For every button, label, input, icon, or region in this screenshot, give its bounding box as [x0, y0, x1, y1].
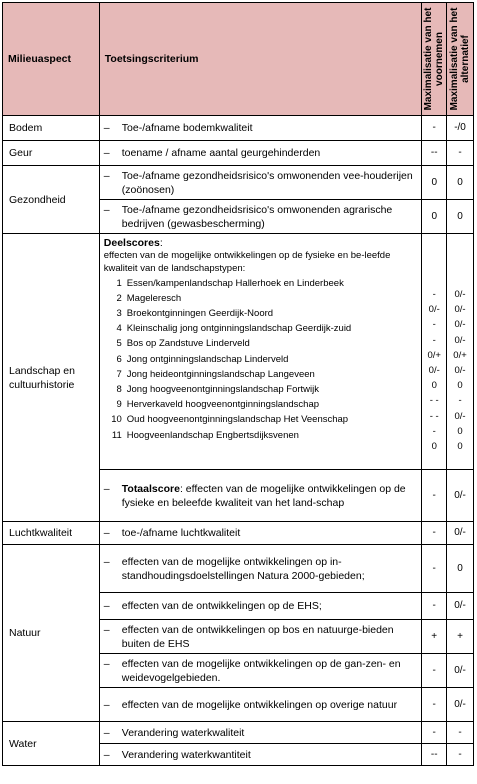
landschap-list [104, 276, 418, 443]
deelscores-label: Deelscores [103, 237, 160, 249]
landschap-item-number: 1 [116, 277, 122, 289]
totaal-label: Totaalscore [121, 482, 180, 495]
header-toetsingscriterium: Toetsingscriterium [99, 3, 422, 116]
landschap-item [104, 276, 418, 291]
dash: – [103, 726, 110, 739]
landschap-deelscores [99, 234, 422, 470]
value-alternatief: 0/- [447, 593, 474, 620]
value-alternatief: - [447, 141, 474, 166]
landschap-item-label: Mageleresch [126, 292, 182, 304]
totaal-text: : effecten van de mogelijke ontwikkelingen op de fysieke en beleefde kwaliteit van het land-schap [121, 482, 406, 509]
landschap-item-value-alternatief: 0 [457, 425, 463, 437]
aspect-geur: Geur [3, 141, 100, 166]
dash: – [103, 748, 110, 761]
aspect-gezondheid: Gezondheid [3, 166, 100, 234]
row-geur [3, 141, 474, 166]
value-alternatief: 0 [447, 200, 474, 234]
crit-water-1-text: Verandering waterkwaliteit [121, 726, 245, 739]
landschap-item-label: Jong ontginningslandschap Linderveld [126, 353, 289, 365]
crit-gezondheid-2-text: Toe-/afname gezondheidsrisico's omwonenden agrarische bedrijven (gewasbescherming) [121, 203, 393, 230]
landschap-item-label: Bos op Zandstuve Linderveld [126, 338, 250, 350]
header-row [3, 3, 474, 116]
landschap-item-value-alternatief: 0/- [454, 334, 466, 346]
value-voornemen: - [422, 116, 447, 141]
value-alternatief: 0/- [447, 654, 474, 688]
landschap-item-value-voornemen: - [432, 334, 436, 346]
landschap-item-number: 11 [111, 429, 122, 441]
landschap-item-label: Kleinschalig jong ontginningslandschap Geerdijk-zuid [126, 323, 352, 335]
landschap-item-value-alternatief: - [458, 395, 462, 407]
crit-natuur-2 [99, 593, 422, 620]
header-alternatief-text: Maximalisatie van het alternatief [449, 7, 472, 111]
landschap-item-number: 3 [116, 308, 122, 319]
deelscores-colon: : [159, 237, 163, 249]
landschap-values-alternatief [447, 234, 474, 470]
value-voornemen: + [422, 620, 447, 654]
crit-water-1 [99, 722, 422, 744]
value-voornemen: -- [422, 744, 447, 766]
landschap-item-value-voornemen: 0 [431, 380, 437, 392]
value-voornemen: - [422, 593, 447, 620]
header-voornemen [422, 3, 447, 116]
value-voornemen: - [422, 522, 447, 545]
aspect-natuur: Natuur [3, 545, 100, 722]
landschap-totaal [99, 470, 422, 522]
crit-bodem [99, 116, 422, 141]
landschap-item-value-voornemen: - - [429, 395, 439, 407]
landschap-item-value-alternatief: 0/- [454, 319, 466, 331]
header-alternatief [447, 3, 474, 116]
landschap-item [104, 412, 418, 427]
crit-gezondheid-1 [99, 166, 422, 200]
value-alternatief: 0/- [447, 522, 474, 545]
crit-bodem-text: Toe-/afname bodemkwaliteit [121, 122, 253, 134]
crit-natuur-5 [99, 688, 422, 722]
row-natuur-1 [3, 545, 474, 593]
crit-natuur-1-text: effecten van de mogelijke ontwikkelingen op in-standhoudingsdoelstellingen Natura 2000-gebieden; [121, 555, 365, 582]
crit-natuur-3 [99, 620, 422, 654]
landschap-item [104, 352, 418, 367]
header-voornemen-text: Maximalisatie van het voornemen [423, 7, 446, 111]
aspect-lucht: Luchtkwaliteit [3, 522, 100, 545]
dash: – [103, 122, 110, 134]
value-voornemen: - [422, 545, 447, 593]
landschap-values-voornemen [422, 234, 447, 470]
landschap-item-label: Oud hoogveenontginningslandschap Het Veenschap [126, 414, 349, 426]
aspect-landschap: Landschap en cultuurhistorie [3, 234, 100, 522]
crit-natuur-3-text: effecten van de ontwikkelingen op bos en natuurge-bieden buiten de EHS [121, 623, 394, 650]
crit-gezondheid-2 [99, 200, 422, 234]
landschap-item-number: 10 [111, 414, 122, 426]
dash: – [103, 555, 110, 568]
aspect-water: Water [3, 722, 100, 766]
crit-lucht [99, 522, 422, 545]
landschap-item-number: 8 [116, 384, 122, 396]
value-voornemen: 0 [422, 200, 447, 234]
value-alternatief: 0/- [447, 470, 474, 522]
row-bodem [3, 116, 474, 141]
landschap-item-value-alternatief: 0/+ [453, 349, 467, 361]
value-alternatief: - [447, 722, 474, 744]
landschap-item [104, 291, 418, 306]
crit-natuur-4 [99, 654, 422, 688]
crit-geur-text: toename / afname aantal geurgehinderden [121, 147, 321, 159]
crit-natuur-5-text: effecten van de mogelijke ontwikkelingen op overige natuur [121, 698, 398, 711]
header-milieuaspect: Milieuaspect [3, 3, 100, 116]
value-voornemen: - [422, 688, 447, 722]
dash: – [103, 169, 110, 182]
landschap-item-value-voornemen: - [432, 319, 436, 331]
crit-water-2 [99, 744, 422, 766]
crit-natuur-2-text: effecten van de ontwikkelingen op de EHS; [121, 600, 322, 612]
landschap-item-value-voornemen: 0/- [428, 304, 440, 316]
landschap-item [104, 367, 418, 382]
value-alternatief: + [447, 620, 474, 654]
value-alternatief: 0 [447, 545, 474, 593]
crit-lucht-text: toe-/afname luchtkwaliteit [121, 527, 241, 539]
landschap-item [104, 336, 418, 351]
landschap-item-number: 4 [116, 323, 122, 335]
landschap-item-number: 9 [116, 399, 122, 411]
row-lucht [3, 522, 474, 545]
assessment-table [2, 2, 474, 766]
value-alternatief: -/0 [447, 116, 474, 141]
landschap-item-label: Jong heideontginningslandschap Langeveen [126, 368, 315, 380]
landschap-item-label: Herverkaveld hoogveenontginningslandschap [126, 399, 320, 411]
landschap-item-value-voornemen: - [432, 425, 436, 437]
value-alternatief: 0/- [447, 688, 474, 722]
landschap-item [104, 382, 418, 397]
dash: – [103, 657, 110, 670]
crit-gezondheid-1-text: Toe-/afname gezondheidsrisico's omwonenden vee-houderijen (zoönosen) [121, 169, 413, 196]
crit-water-2-text: Verandering waterkwantiteit [121, 748, 251, 761]
landschap-item-value-alternatief: 0/- [454, 365, 466, 377]
deelscores-intro: effecten van de mogelijke ontwikkelingen op de fysieke en be-leefde kwaliteit van de landschapstypen: [103, 250, 391, 274]
dash: – [103, 147, 110, 159]
landschap-item-number: 5 [116, 338, 122, 350]
landschap-item-value-alternatief: 0 [457, 380, 463, 392]
landschap-item-value-voornemen: - [432, 289, 436, 300]
landschap-item-value-alternatief: 0/- [454, 289, 466, 300]
row-gezondheid-1 [3, 166, 474, 200]
landschap-item-number: 6 [116, 353, 122, 365]
value-alternatief: - [447, 744, 474, 766]
landschap-item-value-voornemen: - - [429, 410, 439, 422]
landschap-item-label: Essen/kampenlandschap Hallerhoek en Linderbeek [126, 277, 344, 289]
landschap-item-value-voornemen: 0 [431, 441, 437, 453]
crit-natuur-4-text: effecten van de mogelijke ontwikkelingen op de gan-zen- en weidevogelgebieden. [121, 657, 401, 684]
dash: – [103, 698, 110, 711]
value-voornemen: - [422, 654, 447, 688]
value-voornemen: 0 [422, 166, 447, 200]
value-alternatief: 0 [447, 166, 474, 200]
landschap-item [104, 397, 418, 412]
row-landschap-deelscores [3, 234, 474, 470]
landschap-item-value-alternatief: 0/- [454, 410, 466, 422]
aspect-bodem: Bodem [3, 116, 100, 141]
landschap-item [104, 428, 418, 443]
landschap-item-value-alternatief: 0/- [454, 304, 466, 316]
row-water-1 [3, 722, 474, 744]
crit-natuur-1 [99, 545, 422, 593]
dash: – [103, 600, 110, 612]
landschap-item-label: Broekontginningen Geerdijk-Noord [126, 308, 274, 319]
crit-geur [99, 141, 422, 166]
dash: – [103, 482, 110, 495]
landschap-item-value-voornemen: 0/+ [427, 349, 441, 361]
landschap-item-value-voornemen: 0/- [428, 365, 440, 377]
dash: – [103, 527, 110, 539]
value-voornemen: -- [422, 141, 447, 166]
landschap-item-label: Jong hoogveenontginningslandschap Fortwijk [126, 384, 320, 396]
value-voornemen: - [422, 722, 447, 744]
landschap-item-number: 7 [116, 368, 122, 380]
dash: – [103, 203, 110, 216]
landschap-item-value-alternatief: 0 [457, 441, 463, 453]
landschap-item [104, 321, 418, 336]
dash: – [103, 623, 110, 636]
landschap-item [104, 306, 418, 321]
landschap-item-number: 2 [116, 292, 122, 304]
value-voornemen: - [422, 470, 447, 522]
landschap-item-label: Hoogveenlandschap Engbertsdijksvenen [126, 429, 299, 441]
